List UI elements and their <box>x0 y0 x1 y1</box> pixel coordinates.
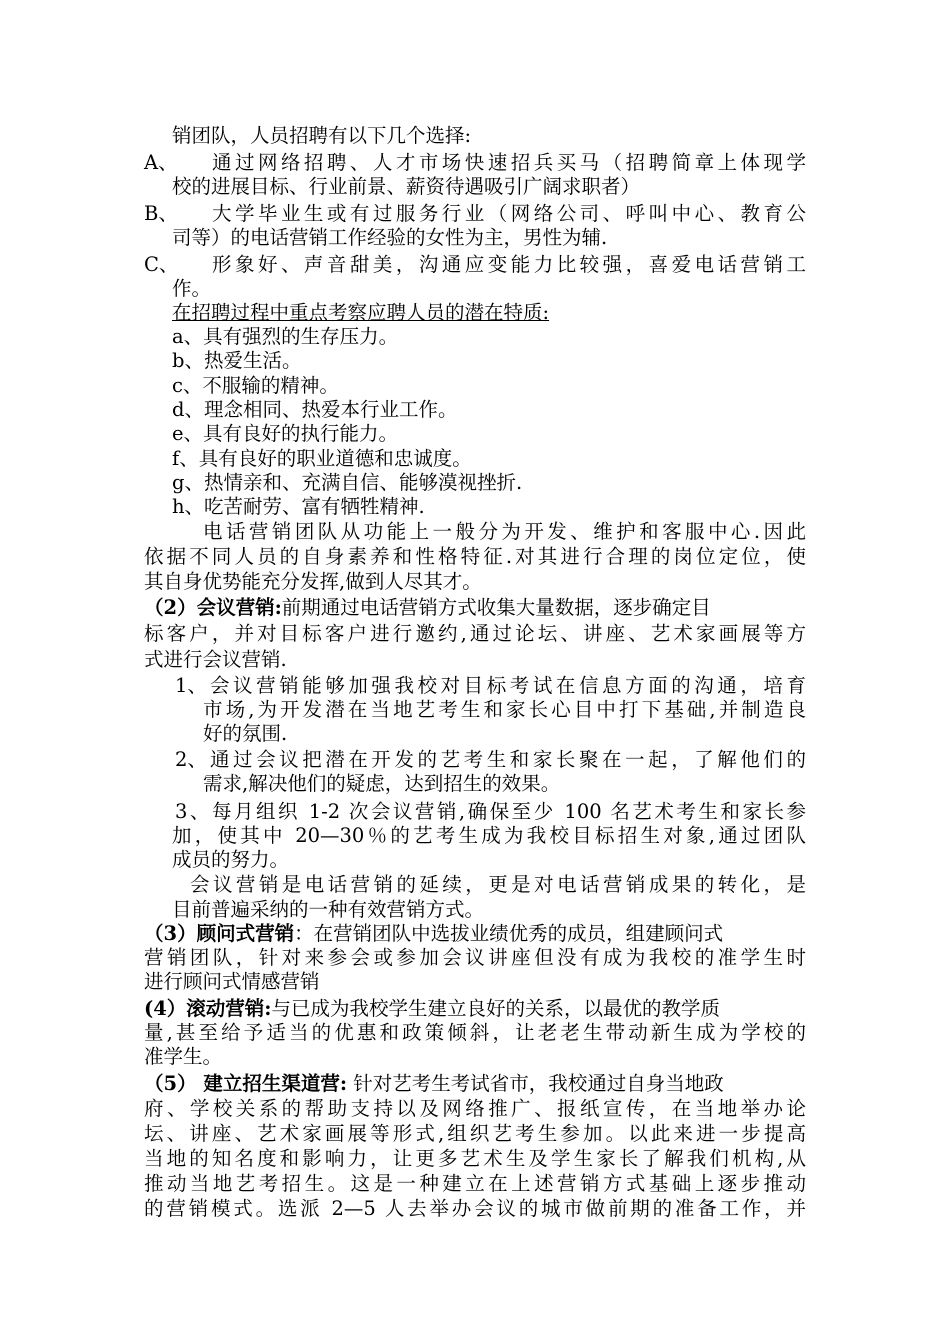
trait-item: f、具有良好的职业道德和忠诚度。 <box>172 447 472 470</box>
consult-line: 进行顾问式情感营销 <box>144 970 320 993</box>
point-line: 会议营销能够加强我校对目标考试在信息方面的沟通，培育 <box>210 674 806 697</box>
meeting-title: （2）会议营销: <box>144 596 282 619</box>
rolling-heading <box>144 997 720 1021</box>
channel-line: 坛、讲座、艺术家画展等形式,组织艺考生参加。以此来进一步提高 <box>144 1122 806 1145</box>
rolling-line: 准学生。 <box>144 1045 223 1068</box>
meeting-line: 标客户，并对目标客户进行邀约,通过论坛、讲座、艺术家画展等方 <box>144 622 806 645</box>
option-line: 作。 <box>172 277 212 300</box>
consult-title: （3）顾问式营销 <box>144 922 295 945</box>
point-line: 加，使其中 20—30％的艺考生成为我校目标招生对象,通过团队 <box>172 824 806 847</box>
rolling-line: 量,甚至给予适当的优惠和政策倾斜，让老老生带动新生成为学校的 <box>144 1021 806 1044</box>
meeting-summary-line: 目前普遍采纳的一种有效营销方式。 <box>172 898 485 921</box>
point-line: 需求,解决他们的疑虑，达到招生的效果。 <box>203 772 561 795</box>
channel-line: 当地的知名度和影响力，让更多艺术生及学生家长了解我们机构,从 <box>144 1147 806 1170</box>
point-number: 2、 <box>175 748 207 771</box>
channel-title: （5） 建立招生渠道营: <box>144 1072 348 1095</box>
option-label: A、 <box>144 151 178 174</box>
trait-item: h、吃苦耐劳、富有牺牲精神. <box>172 495 425 518</box>
traits-heading: 在招聘过程中重点考察应聘人员的潜在特质: <box>172 301 550 324</box>
channel-line: 府、学校关系的帮助支持以及网络推广、报纸宣传，在当地举办论 <box>144 1097 806 1120</box>
option-line: 形象好、声音甜美，沟通应变能力比较强，喜爱电话营销工 <box>212 253 806 276</box>
channel-line: 针对艺考生考试省市，我校通过自身当地政 <box>347 1072 724 1095</box>
trait-item: c、不服输的精神。 <box>172 374 339 397</box>
point-line: 3、每月组织 1-2 次会议营销,确保至少 100 名艺术考生和家长参 <box>175 800 806 823</box>
channel-heading <box>144 1072 724 1096</box>
team-para-line: 其自身优势能充分发挥,做到人尽其才。 <box>144 570 482 593</box>
point-line: 通过会议把潜在开发的艺考生和家长聚在一起，了解他们的 <box>210 748 806 771</box>
meeting-heading <box>144 596 711 620</box>
rolling-title: (4）滚动营销: <box>144 997 272 1020</box>
trait-item: e、具有良好的执行能力。 <box>172 422 399 445</box>
channel-line: 推动当地艺考招生。这是一种建立在上述营销方式基础上逐步推动 <box>144 1172 806 1195</box>
meeting-line: 前期通过电话营销方式收集大量数据，逐步确定目 <box>281 596 711 619</box>
meeting-summary-line: 会议营销是电话营销的延续，更是对电话营销成果的转化，是 <box>190 873 806 896</box>
intro-line: 销团队，人员招聘有以下几个选择: <box>172 124 472 147</box>
consult-line: 营销团队，针对来参会或参加会议讲座但没有成为我校的准学生时 <box>144 946 806 969</box>
option-line: 大学毕业生或有过服务行业（网络公司、呼叫中心、教育公 <box>212 202 806 225</box>
trait-item: b、热爱生活。 <box>172 349 302 372</box>
team-para-line: 依据不同人员的自身素养和性格特征.对其进行合理的岗位定位，使 <box>144 545 806 568</box>
team-para-line: 电话营销团队从功能上一般分为开发、维护和客服中心.因此 <box>203 520 806 543</box>
option-line: 司等）的电话营销工作经验的女性为主，男性为辅. <box>172 226 608 249</box>
trait-item: g、热情亲和、充满自信、能够漠视挫折. <box>172 471 523 494</box>
rolling-line: 与已成为我校学生建立良好的关系，以最优的教学质 <box>271 997 721 1020</box>
consult-line: ：在营销团队中选拔业绩优秀的成员，组建顾问式 <box>294 922 724 945</box>
option-label: C、 <box>144 253 179 276</box>
option-line: 校的进展目标、行业前景、薪资待遇吸引广阔求职者） <box>172 175 641 198</box>
point-line: 成员的努力。 <box>172 848 290 871</box>
option-label: B、 <box>144 202 178 225</box>
trait-item: a、具有强烈的生存压力。 <box>172 325 399 348</box>
point-number: 1、 <box>175 674 207 697</box>
point-line: 市场,为开发潜在当地艺考生和家长心目中打下基础,并制造良 <box>203 698 806 721</box>
consult-heading <box>144 922 723 946</box>
option-line: 通过网络招聘、人才市场快速招兵买马（招聘简章上体现学 <box>212 151 806 174</box>
trait-item: d、理念相同、热爱本行业工作。 <box>172 398 458 421</box>
point-line: 好的氛围. <box>203 722 288 745</box>
channel-line: 的营销模式。选派 2—5 人去举办会议的城市做前期的准备工作，并 <box>144 1197 806 1220</box>
meeting-line: 式进行会议营销. <box>144 648 287 671</box>
